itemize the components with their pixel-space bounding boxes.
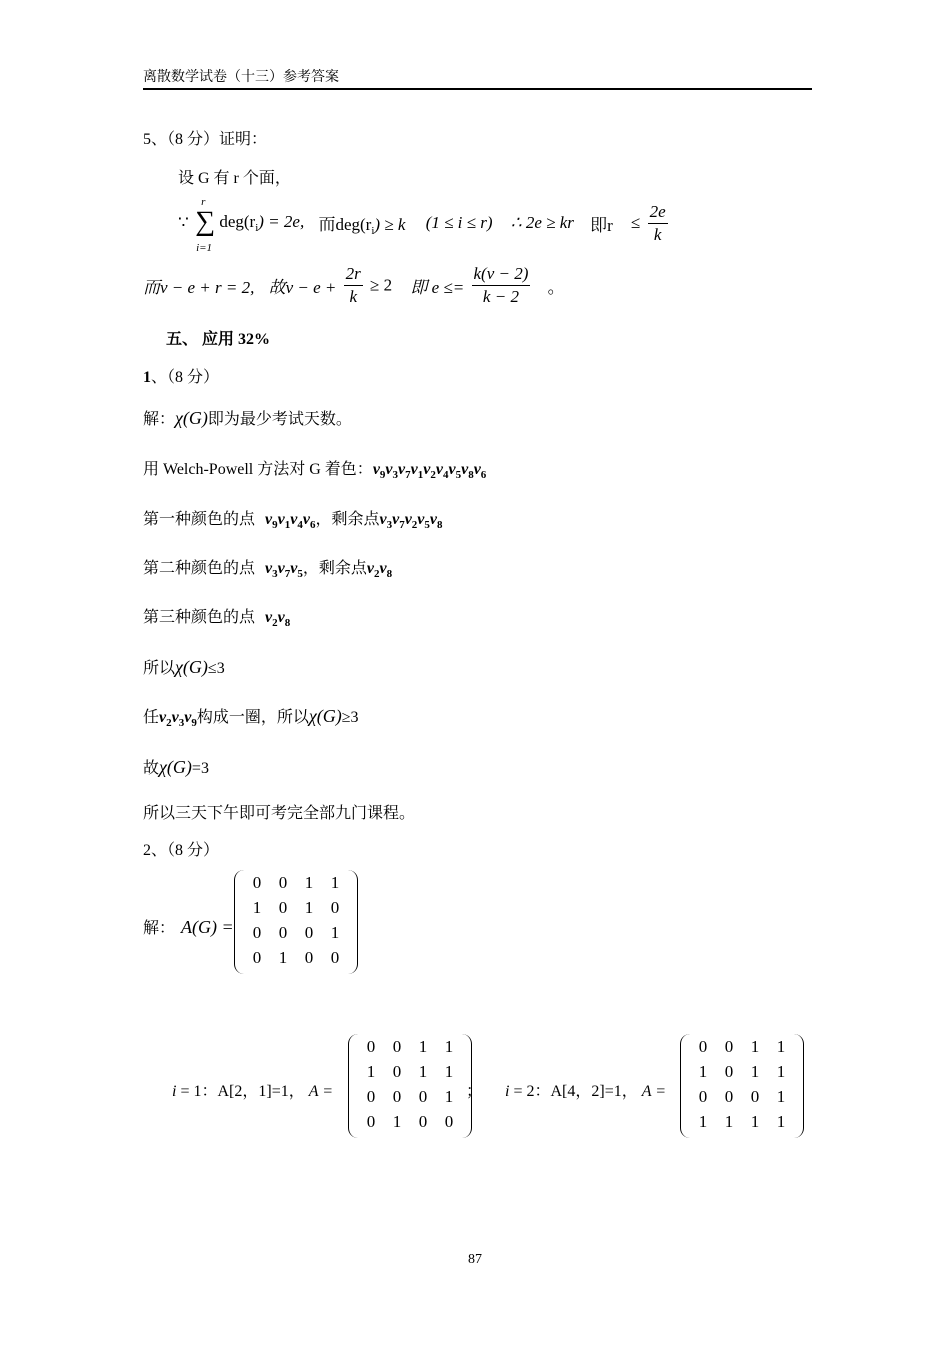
matrix-cell: 1 — [330, 872, 340, 892]
matrix-cell: 1 — [304, 897, 314, 917]
iteration-2-label: i = 2：A[4，2]=1， A = — [505, 1083, 666, 1100]
matrix-row — [244, 920, 348, 945]
matrix-cell: 1 — [750, 1036, 760, 1056]
a1-line8: 故χ(G)=3 — [143, 757, 209, 777]
q5-label: 5、（8 分）证明： — [143, 131, 268, 148]
matrix-iteration-2 — [690, 1034, 794, 1134]
iteration-1-label: i = 1：A[2，1]=1， A = — [172, 1083, 333, 1100]
ji-r: 即r — [590, 215, 613, 235]
section-heading: 五、 应用 32% — [166, 331, 271, 348]
matrix-cell: 0 — [392, 1086, 402, 1106]
matrix-row — [690, 1034, 794, 1059]
matrix-cell: 1 — [330, 922, 340, 942]
matrix-cell: 0 — [724, 1086, 734, 1106]
matrix-cell: 0 — [304, 922, 314, 942]
q5-line3 — [143, 263, 565, 308]
matrix-row — [244, 870, 348, 895]
matrix-cell: 1 — [278, 947, 288, 967]
matrix-row — [358, 1059, 462, 1084]
sum-lower: i=1 — [196, 242, 213, 254]
a1-line6: 所以χ(G)≤3 — [143, 657, 225, 677]
ji-e-expr: 即 e ≤= — [410, 278, 465, 297]
a1-label: 1、（8 分） — [143, 369, 220, 386]
matrix-cell: 0 — [698, 1086, 708, 1106]
fraction-2e-k — [648, 201, 668, 246]
matrix-cell: 0 — [278, 922, 288, 942]
matrix-cell: 0 — [418, 1111, 428, 1131]
matrix-cell: 1 — [776, 1061, 786, 1081]
matrix-cell: 1 — [366, 1061, 376, 1081]
a1-line7: 任$v_2v_3v_9$构成一圈，所以χ(G)≥3 — [143, 706, 359, 729]
page-header-title: 离散数学试卷（十三）参考答案 — [143, 70, 339, 85]
geq-two: ≥ 2 — [370, 275, 393, 295]
matrix-cell: 0 — [392, 1061, 402, 1081]
matrix-cell: 0 — [252, 947, 262, 967]
matrix-cell: 1 — [392, 1111, 402, 1131]
matrix-cell: 1 — [252, 897, 262, 917]
a1-line1: 解：χ(G)即为最少考试天数。 — [143, 408, 352, 428]
matrix-cell: 0 — [418, 1086, 428, 1106]
matrix-cell: 1 — [444, 1036, 454, 1056]
matrix-cell: 1 — [444, 1086, 454, 1106]
matrix-cell: 1 — [698, 1111, 708, 1131]
matrix-cell: 1 — [776, 1086, 786, 1106]
frac-num: 2e — [648, 201, 668, 224]
matrix-cell: 0 — [392, 1036, 402, 1056]
q5-line1: 设 G 有 r 个面， — [178, 170, 291, 187]
matrix-row — [244, 945, 348, 970]
matrix-cell: 0 — [278, 872, 288, 892]
separator: ； — [466, 1083, 483, 1100]
matrix-cell: 0 — [330, 897, 340, 917]
range-expr: (1 ≤ i ≤ r) — [425, 213, 493, 232]
sum-symbol: r ∑ i=1 — [195, 196, 216, 254]
matrix-cell: 0 — [278, 897, 288, 917]
deg-sub-a: i — [255, 222, 259, 234]
sum-upper: r — [201, 196, 206, 208]
adjacency-matrix — [244, 870, 348, 970]
frac-den: k − 2 — [482, 287, 519, 306]
a1-line4: 第二种颜色的点 $v_3v_7v_5$，剩余点$v_2v_8$ — [143, 560, 393, 580]
matrix-cell: 0 — [304, 947, 314, 967]
frac-num: 2r — [344, 263, 363, 286]
deg-expr-b: ) = 2e, — [258, 212, 305, 231]
deg-expr-a: deg(r — [219, 212, 256, 231]
fraction-edge-bound — [472, 263, 531, 308]
frac-den: k — [349, 287, 357, 306]
period: 。 — [547, 278, 565, 297]
matrix-cell: 1 — [776, 1036, 786, 1056]
matrix-cell: 0 — [724, 1036, 734, 1056]
matrix-row — [690, 1059, 794, 1084]
euler-expr: 而v − e + r = 2, — [143, 278, 255, 297]
matrix-cell: 1 — [698, 1061, 708, 1081]
matrix-cell: 1 — [724, 1111, 734, 1131]
deg-sub-c: i — [371, 224, 375, 237]
q5-line2 — [178, 196, 671, 254]
matrix-cell: 1 — [776, 1111, 786, 1131]
matrix-cell: 0 — [698, 1036, 708, 1056]
matrix-row — [358, 1109, 462, 1134]
matrix-row — [358, 1084, 462, 1109]
matrix-cell: 1 — [750, 1111, 760, 1131]
frac-num: k(v − 2) — [472, 263, 531, 286]
matrix-cell: 0 — [252, 872, 262, 892]
frac-den: k — [653, 224, 662, 244]
matrix-cell: 0 — [444, 1111, 454, 1131]
gu-expr: 故v − e + — [268, 278, 337, 297]
matrix-row — [690, 1109, 794, 1134]
a2-solution-label: 解： A(G) = — [143, 917, 234, 937]
matrix-cell: 0 — [252, 922, 262, 942]
matrix-cell: 0 — [366, 1086, 376, 1106]
a1-line3: 第一种颜色的点 $v_9v_1v_4v_6$，剩余点$v_3v_7v_2v_5v_8$ — [143, 511, 443, 531]
matrix-cell: 1 — [418, 1036, 428, 1056]
page-number: 87 — [468, 1252, 482, 1267]
matrix-cell: 1 — [304, 872, 314, 892]
fraction-2r-k — [344, 263, 363, 308]
matrix-cell: 1 — [750, 1061, 760, 1081]
matrix-cell: 0 — [750, 1086, 760, 1106]
matrix-cell: 0 — [724, 1061, 734, 1081]
matrix-cell: 0 — [366, 1036, 376, 1056]
a1-line2: 用 Welch-Powell 方法对 G 着色：$v_9v_3v_7v_1v_2v_4v_5v_8v_6$ — [143, 461, 487, 481]
matrix-cell: 0 — [330, 947, 340, 967]
because-symbol: ∵ — [178, 213, 189, 232]
a1-line9: 所以三天下午即可考完全部九门课程。 — [143, 805, 416, 822]
deg-expr-d: ) ≥ k — [374, 214, 406, 234]
matrix-iteration-1 — [358, 1034, 462, 1134]
matrix-cell: 1 — [418, 1061, 428, 1081]
leq-symbol: ≤ — [631, 213, 641, 232]
vertex-sequence: $v_9v_3v_7v_1v_2v_4v_5v_8v_6$ — [372, 461, 487, 481]
matrix-row — [358, 1034, 462, 1059]
therefore-expr: ∴ 2e ≥ kr — [510, 213, 574, 232]
matrix-row — [690, 1084, 794, 1109]
a2-label: 2、（8 分） — [143, 842, 220, 859]
matrix-cell: 0 — [366, 1111, 376, 1131]
matrix-row — [244, 895, 348, 920]
deg-expr-c: 而deg(r — [318, 214, 372, 234]
a1-line5: 第三种颜色的点 $v_2v_8$ — [143, 609, 291, 629]
header-rule — [143, 88, 812, 90]
matrix-cell: 1 — [444, 1061, 454, 1081]
